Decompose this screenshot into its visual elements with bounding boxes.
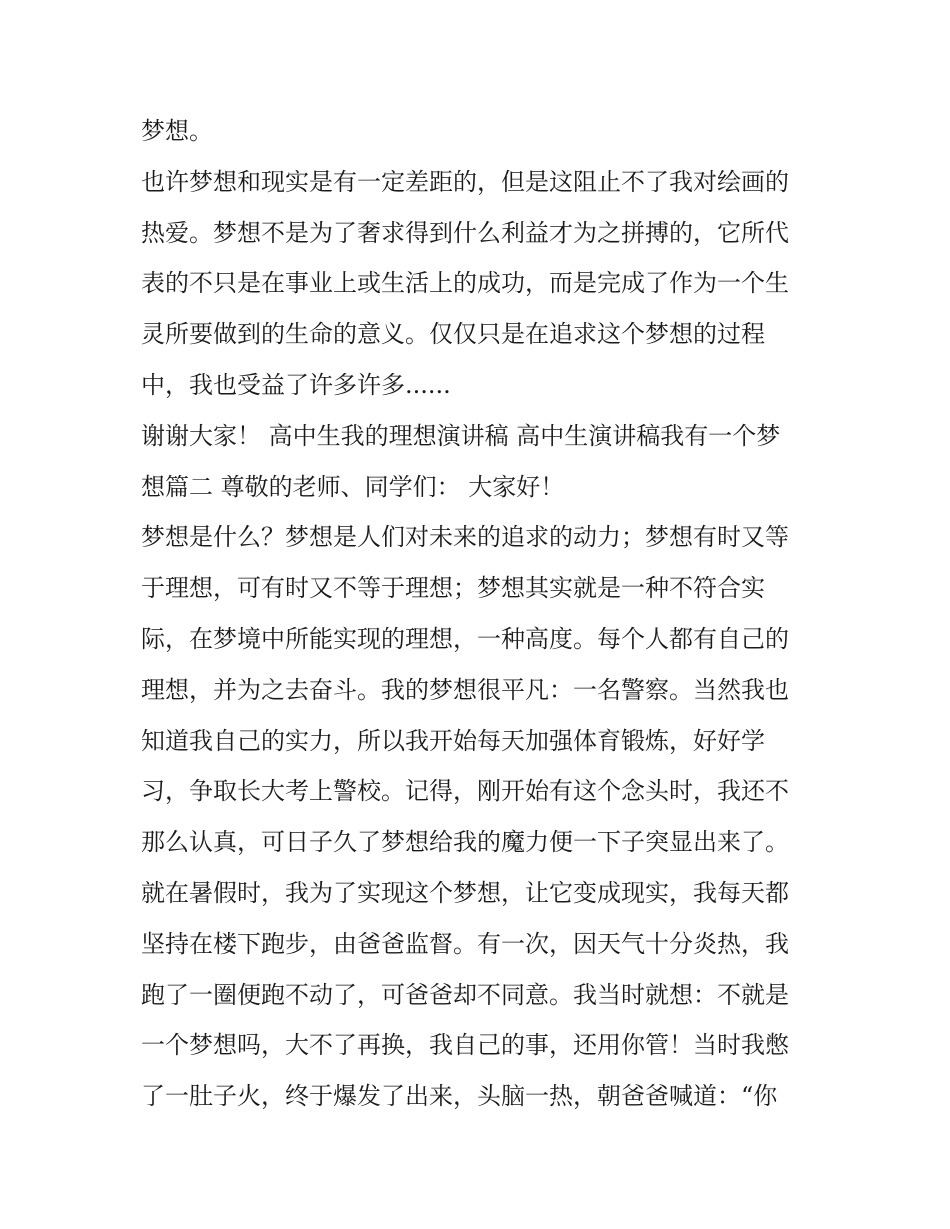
text-line: 也许梦想和现实是有一定差距的，但是这阻止不了我对绘画的 <box>141 167 789 196</box>
text-line: 谢谢大家！ 高中生我的理想演讲稿 高中生演讲稿我有一个梦 <box>141 421 781 450</box>
text-line: 热爱。梦想不是为了奢求得到什么利益才为之拼搏的，它所代 <box>141 218 789 247</box>
text-line: 跑了一圈便跑不动了，可爸爸却不同意。我当时就想：不就是 <box>141 980 789 1009</box>
text-line: 一个梦想吗，大不了再换，我自己的事，还用你管！当时我憋 <box>141 1031 789 1060</box>
text-line: 际，在梦境中所能实现的理想，一种高度。每个人都有自己的 <box>141 624 789 653</box>
text-line: 表的不只是在事业上或生活上的成功，而是完成了作为一个生 <box>141 269 789 298</box>
text-line: 想篇二 尊敬的老师、同学们： 大家好！ <box>141 472 565 501</box>
text-line: 梦想。 <box>141 117 213 145</box>
text-line: 了一肚子火，终于爆发了出来，头脑一热，朝爸爸喊道：“你 <box>141 1082 778 1111</box>
text-line: 灵所要做到的生命的意义。仅仅只是在追求这个梦想的过程 <box>141 320 765 349</box>
text-line: 于理想，可有时又不等于理想；梦想其实就是一种不符合实 <box>141 574 765 603</box>
body-text <box>141 106 821 1122</box>
text-line: 中，我也受益了许多许多...... <box>141 370 451 399</box>
text-line: 就在暑假时，我为了实现这个梦想，让它变成现实，我每天都 <box>141 878 789 907</box>
text-line: 习，争取长大考上警校。记得，刚开始有这个念头时，我还不 <box>141 777 789 806</box>
text-line: 知道我自己的实力，所以我开始每天加强体育锻炼，好好学 <box>141 726 765 755</box>
text-line: 梦想是什么？梦想是人们对未来的追求的动力；梦想有时又等 <box>141 523 789 552</box>
text-line: 理想，并为之去奋斗。我的梦想很平凡：一名警察。当然我也 <box>141 675 789 704</box>
text-line: 坚持在楼下跑步，由爸爸监督。有一次，因天气十分炎热，我 <box>141 929 789 958</box>
text-line: 那么认真，可日子久了梦想给我的魔力便一下子突显出来了。 <box>141 828 789 857</box>
